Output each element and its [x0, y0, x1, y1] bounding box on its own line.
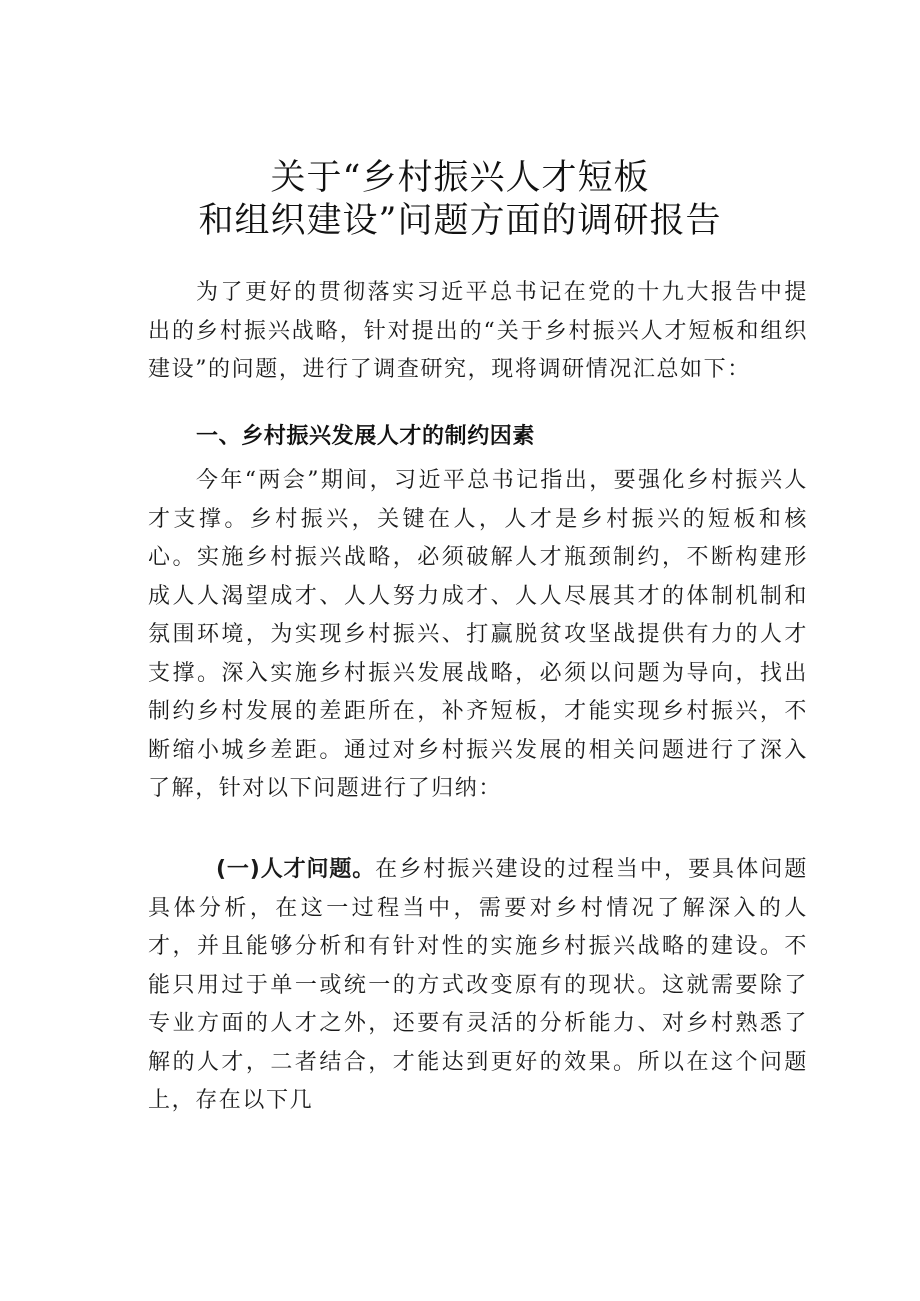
section-1-heading: 一、乡村振兴发展人才的制约因素 — [196, 424, 536, 449]
document-title-line-1: 关于“乡村振兴人才短板 — [270, 158, 650, 198]
document-title-line-2: 和组织建设”问题方面的调研报告 — [198, 201, 722, 241]
subsection-1-paragraph — [148, 851, 808, 1121]
section-1-body: 今年“两会”期间，习近平总书记指出，要强化乡村振兴人才支撑。乡村振兴，关键在人，人才是乡村振兴的短板和核心。实施乡村振兴战略，必须破解人才瓶颈制约，不断构建形成人人渴望成才、人人努力成才、人人尽展其才的体制机制和氛围环境，为实现乡村振兴、打赢脱贫攻坚战提供有力的人才支撑。深入实施乡村振兴发展战略，必须以问题为导向，找出制约乡村发展的差距所在，补齐短板，才能实现乡村振兴，不断缩小城乡差距。通过对乡村振兴发展的相关问题进行了深入了解，针对以下问题进行了归纳： — [148, 468, 808, 801]
subsection-1-body: 在乡村振兴建设的过程当中，要具体问题具体分析，在这一过程当中，需要对乡村情况了解深入的人才，并且能够分析和有针对性的实施乡村振兴战略的建设。不能只用过于单一或统一的方式改变原有的现状。这就需要除了专业方面的人才之外，还要有灵活的分析能力、对乡村熟悉了解的人才，二者结合，才能达到更好的效果。所以在这个问题上，存在以下几 — [148, 857, 809, 1113]
subsection-1-lead: (一)人才问题。 — [216, 857, 376, 882]
intro-paragraph: 为了更好的贯彻落实习近平总书记在党的十九大报告中提出的乡村振兴战略，针对提出的“关于乡村振兴人才短板和组织建设”的问题，进行了调查研究，现将调研情况汇总如下： — [148, 280, 808, 382]
